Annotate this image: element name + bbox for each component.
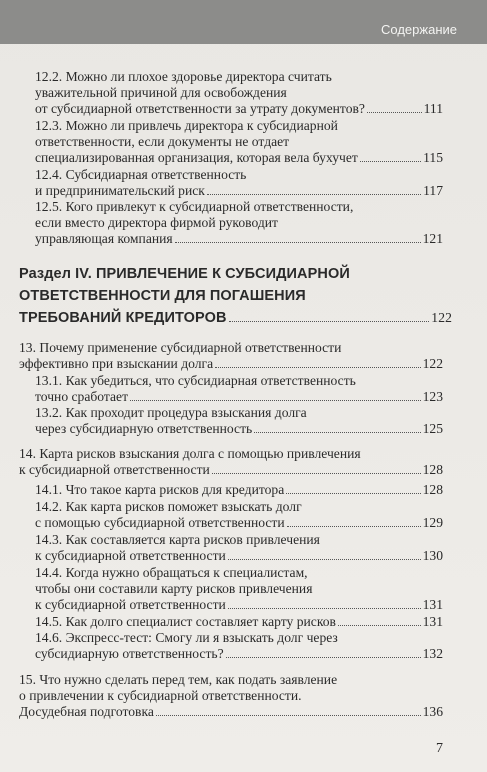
toc-entry-text: 14.5. Как долго специалист составляет карту рисков (35, 614, 336, 629)
leader-dots (338, 624, 421, 626)
toc-entry-text: 12.4. Субсидиарная ответственность (35, 167, 247, 182)
leader-dots (130, 399, 421, 401)
toc-entry-text: 15. Что нужно сделать перед тем, как подать заявление (19, 672, 338, 687)
toc-entry-text: уважительной причиной для освобождения (35, 85, 287, 100)
leader-dots (367, 111, 422, 113)
toc-entry-text: Досудебная подготовка (19, 704, 154, 719)
toc-entry-text: 12.2. Можно ли плохое здоровье директора считать (35, 69, 332, 84)
toc-entry-text: эффективно при взыскании долга (19, 356, 214, 371)
toc-entry-text: к субсидиарной ответственности (35, 548, 226, 563)
toc-entry-text: ответственности, если документы не отдает (35, 134, 290, 149)
toc-entry-text: к субсидиарной ответственности (35, 597, 226, 612)
leader-dots (254, 431, 420, 433)
toc-page-number: 125 (422, 421, 443, 436)
toc-entry-text: управляющая компания (35, 231, 173, 246)
toc-entry-text: если вместо директора фирмой руководит (35, 215, 278, 230)
toc-page-number: 131 (422, 614, 443, 629)
toc-entry-text: 13.2. Как проходит процедура взыскания долга (35, 405, 307, 420)
toc-page-number: 136 (422, 704, 443, 719)
leader-dots (229, 320, 430, 322)
toc-entry-text: специализированная организация, которая вела бухучет (35, 150, 358, 165)
page-header (0, 0, 487, 44)
toc-entry-text: через субсидиарную ответственность (35, 421, 253, 436)
part-heading-line: ТРЕБОВАНИЙ КРЕДИТОРОВ (19, 310, 227, 326)
leader-dots (286, 492, 420, 494)
toc-entry-text: 13.1. Как убедиться, что субсидиарная ответственность (35, 373, 356, 388)
toc-entry-text: о привлечении к субсидиарной ответственности. (19, 688, 302, 703)
toc-entry-text: 13. Почему применение субсидиарной ответственности (19, 340, 342, 355)
leader-dots (228, 607, 421, 609)
leader-dots (207, 193, 421, 195)
toc-page-number: 122 (431, 310, 452, 325)
toc-entry-text: с помощью субсидиарной ответственности (35, 515, 285, 530)
running-head: Содержание (381, 22, 457, 37)
toc-page-number: 122 (422, 356, 443, 371)
leader-dots (360, 160, 421, 162)
toc-entry-text: 14.3. Как составляется карта рисков привлечения (35, 532, 320, 547)
part-heading-line: Раздел IV. ПРИВЛЕЧЕНИЕ К СУБСИДИАРНОЙ (19, 266, 350, 282)
toc-entry-text: 14.1. Что такое карта рисков для кредитора (35, 482, 285, 497)
toc-page-number: 131 (422, 597, 443, 612)
toc-entry-text: субсидиарную ответственность? (35, 646, 224, 661)
toc-page-number: 123 (422, 389, 443, 404)
toc-entry-text: 12.3. Можно ли привлечь директора к субсидиарной (35, 118, 338, 133)
leader-dots (212, 472, 421, 474)
toc-entry-text: 14.2. Как карта рисков поможет взыскать долг (35, 499, 302, 514)
toc-page-number: 128 (422, 482, 443, 497)
leader-dots (156, 714, 421, 716)
leader-dots (175, 241, 421, 243)
page-number: 7 (436, 741, 443, 756)
leader-dots (228, 558, 421, 560)
toc-entry-text: чтобы они составили карту рисков привлечения (35, 581, 313, 596)
toc-entry-text: от субсидиарной ответственности за утрату документов? (35, 101, 365, 116)
toc-entry-text: 14.6. Экспресс-тест: Смогу ли я взыскать долг через (35, 630, 338, 645)
leader-dots (287, 525, 421, 527)
toc-page-number: 115 (423, 150, 443, 165)
toc-page-number: 117 (423, 183, 443, 198)
toc-entry-text: 14. Карта рисков взыскания долга с помощью привлечения (19, 446, 361, 461)
leader-dots (215, 366, 420, 368)
toc-page-number: 130 (422, 548, 443, 563)
toc-part-4 (19, 264, 452, 330)
toc-page-number: 132 (422, 646, 443, 661)
toc-page-number: 128 (422, 462, 443, 477)
toc-page-number: 111 (423, 101, 443, 116)
toc-entry-text: 14.4. Когда нужно обращаться к специалистам, (35, 565, 308, 580)
toc-entry-text: 12.5. Кого привлекут к субсидиарной ответственности, (35, 199, 354, 214)
leader-dots (226, 656, 421, 658)
toc-page-number: 121 (422, 231, 443, 246)
toc-entry-text: и предпринимательский риск (35, 183, 205, 198)
toc-page-number: 129 (422, 515, 443, 530)
toc-entry-text: к субсидиарной ответственности (19, 462, 210, 477)
part-heading-line: ОТВЕТСТВЕННОСТИ ДЛЯ ПОГАШЕНИЯ (19, 287, 306, 304)
toc-entry-text: точно сработает (35, 389, 129, 404)
